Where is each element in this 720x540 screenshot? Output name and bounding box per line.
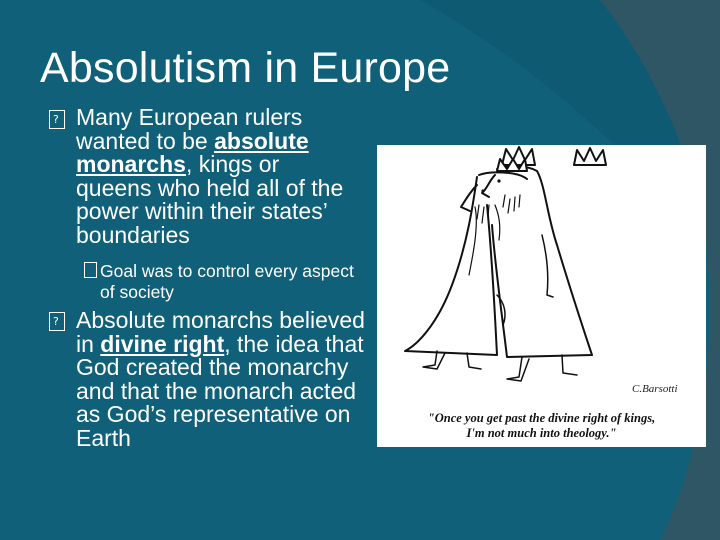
caption-line: "Once you get past the divine right of kings, [427, 411, 656, 425]
sub-bullet-goal: Goal was to control every aspect of society [100, 261, 354, 302]
cartoon-image [377, 145, 706, 447]
bullet-absolute-monarchs [76, 106, 361, 247]
bullet-text: Absolute monarchs believed in [76, 307, 365, 357]
bullet-text: , the idea that God created the monarchy and that the monarch acted as God’s representative on Earth [76, 330, 364, 451]
two-kings-illustration [377, 145, 706, 447]
caption-line: I'm not much into theology." [466, 426, 617, 440]
bullet-text: , kings or queens who held all of the power within their states’ boundaries [76, 151, 344, 248]
bullet-icon: ? [49, 110, 65, 129]
cartoon-caption [377, 411, 706, 441]
slide-title: Absolutism in Europe [40, 44, 451, 92]
term-divine-right: divine right [100, 330, 225, 357]
bullet-icon: ? [49, 312, 65, 331]
term-absolute-monarchs: absolute monarchs [76, 127, 309, 177]
bullet-text: Many European rulers wanted to be [76, 104, 303, 154]
sub-bullet-icon [84, 262, 97, 278]
bullet-divine-right [76, 309, 366, 450]
cartoonist-signature: C.Barsotti [632, 383, 678, 395]
